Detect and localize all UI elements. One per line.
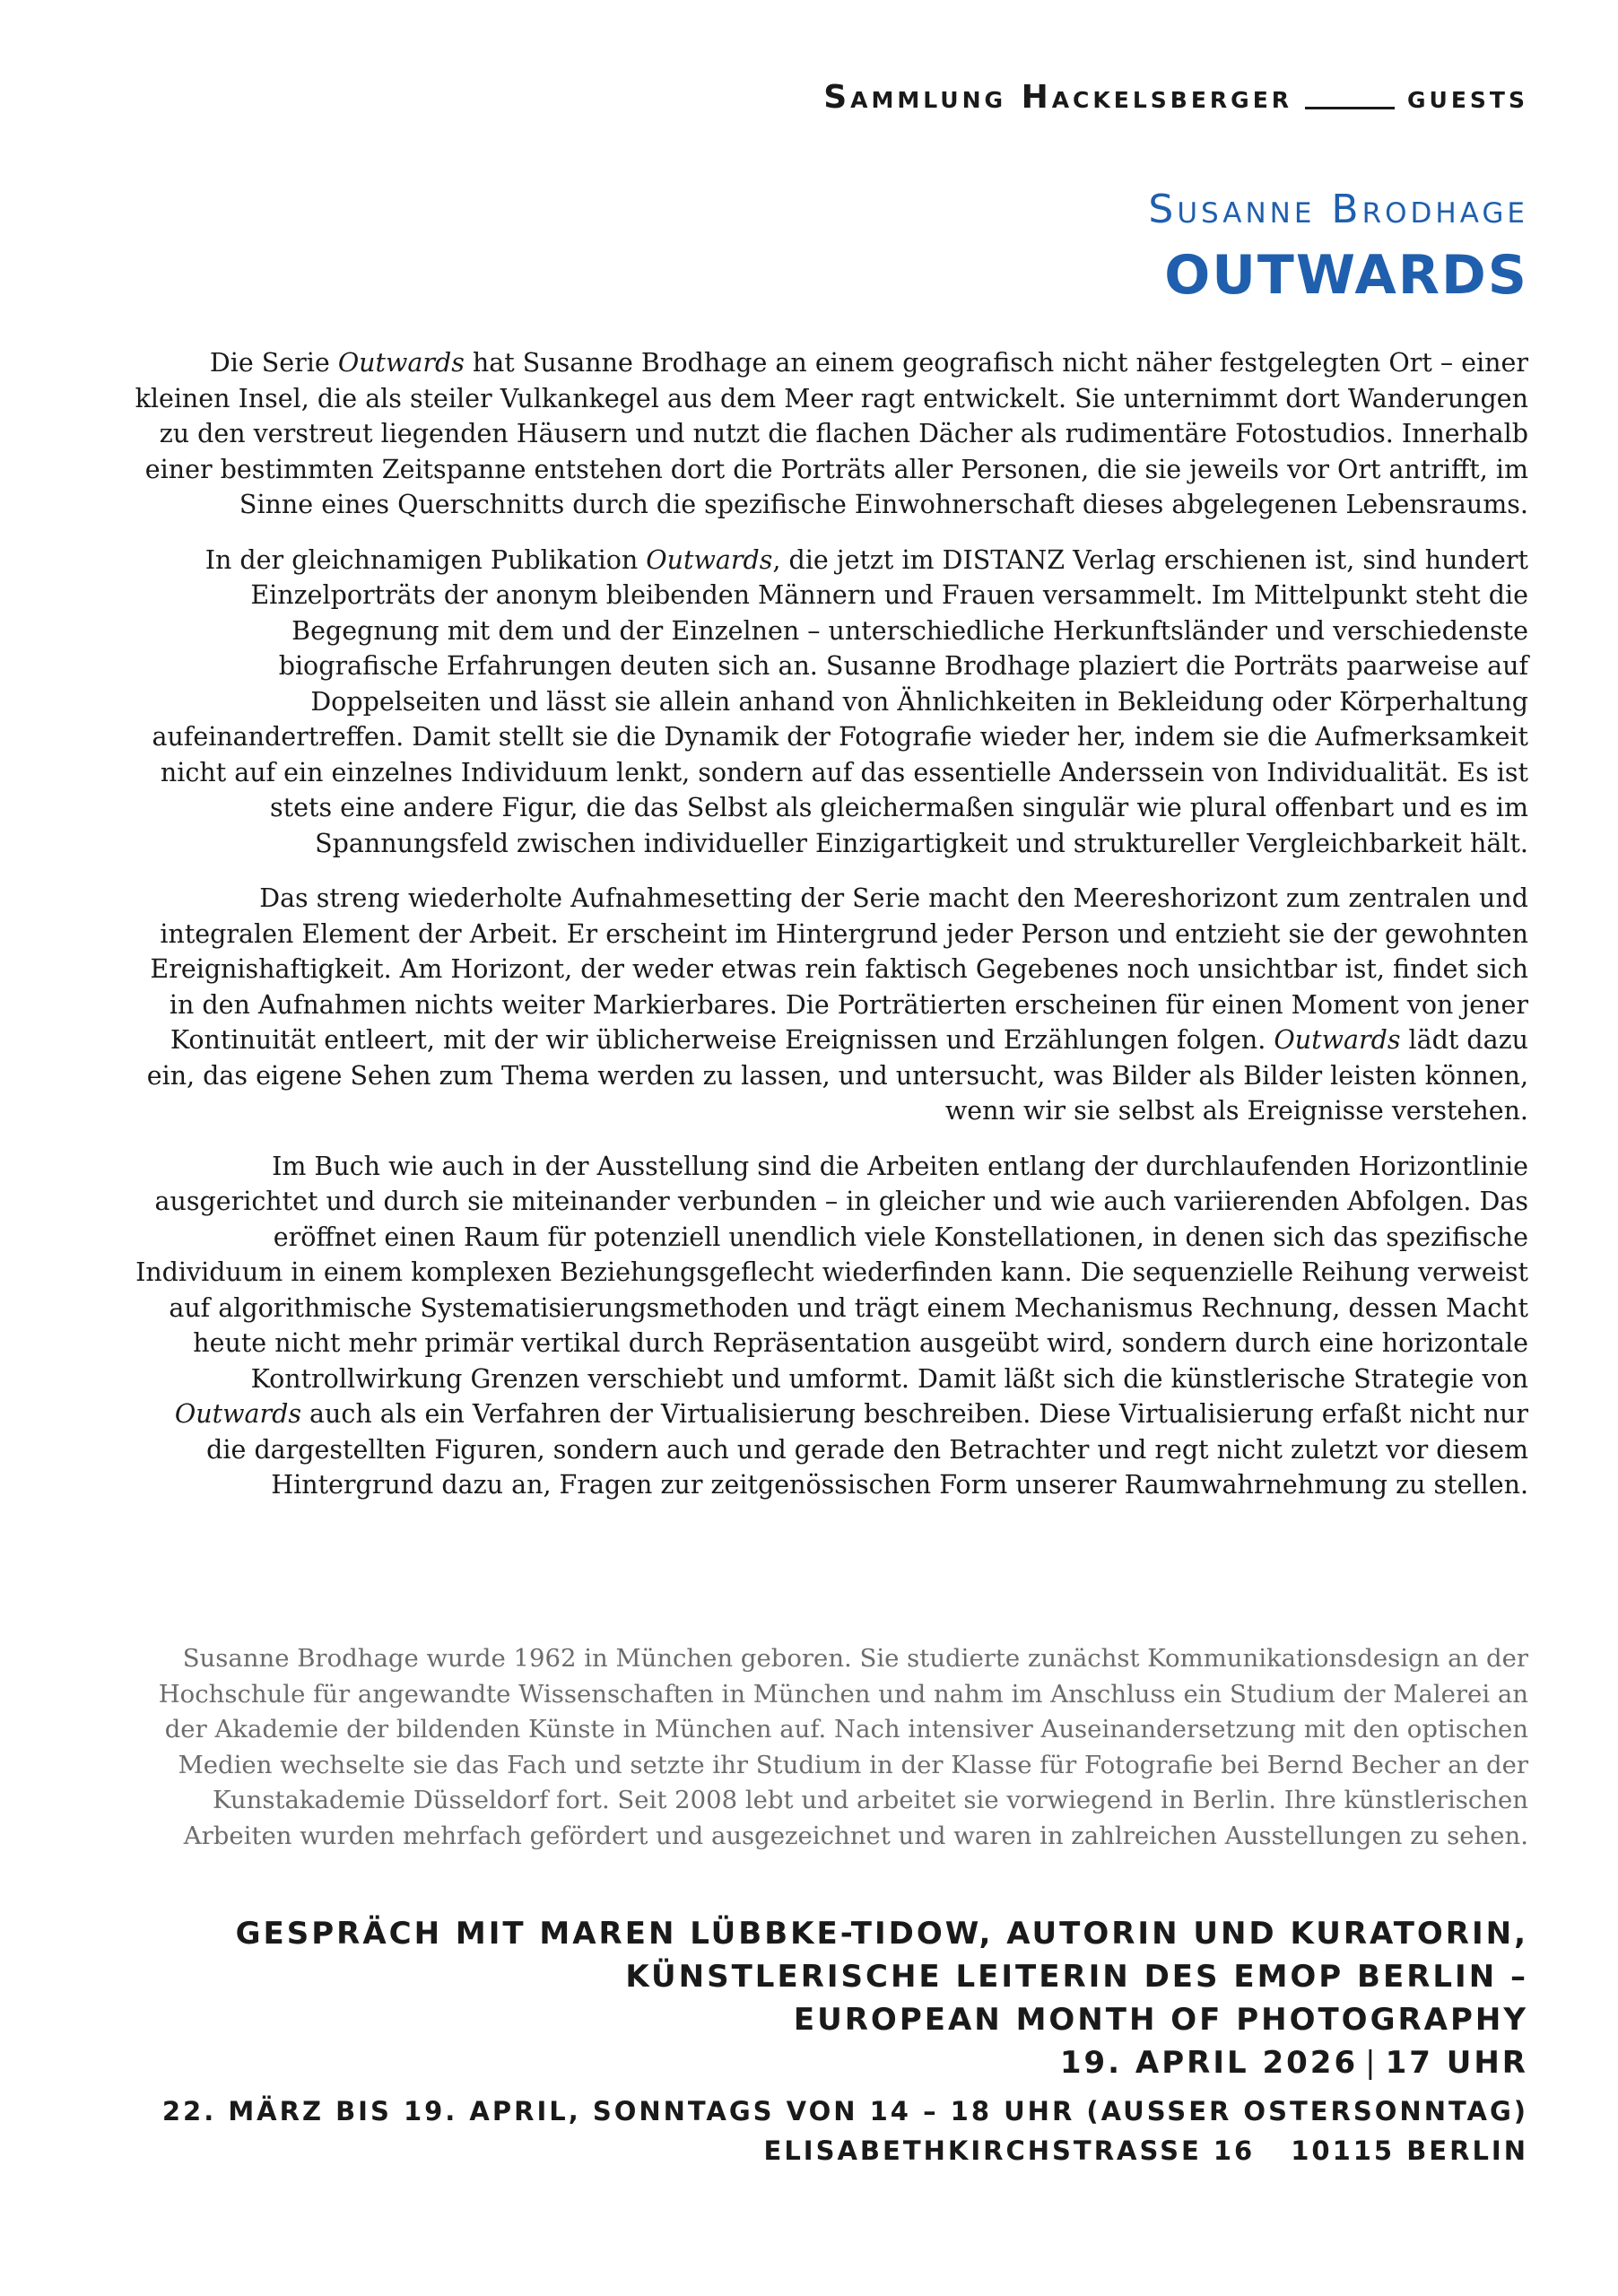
opening-hours: 22. MÄRZ BIS 19. APRIL, SONNTAGS VON 14 – 18 UHR (AUSSER OSTERSONNTAG) bbox=[161, 2096, 1528, 2126]
event-date: 19. APRIL 2026 bbox=[1059, 2045, 1359, 2081]
artist-bio: Susanne Brodhage wurde 1962 in München geboren. Sie studierte zunächst Kommunikationsdesign an der Hochschule für angewandte Wissenschaften in München und nahm im Anschluss ein Studium der Malerei an der Akademie der bildenden Künste in München auf. Nach intensiver Auseinandersetzung mit den optischen Medien wechselte sie das Fach und setzte ihr Studium in der Klasse für Fotografie bei Bernd Becher an der Kunstakademie Düsseldorf fort. Seit 2008 lebt und arbeitet sie vorwiegend in Berlin. Ihre künstlerischen Arbeiten wurden mehrfach gefördert und ausgezeichnet und waren in zahlreichen Ausstellungen zu sehen. bbox=[158, 1644, 1528, 1850]
paragraph-2: In der gleichnamigen Publikation Outwards, die jetzt im DISTANZ Verlag erschienen ist, sind hundert Einzelporträts der anonym bleibenden Männern und Frauen versammelt. Im Mittelpunkt steht die Begegnung mit dem und der Einzelnen – unterschiedliche Herkunftsländer und verschiedenste biografische Erfahrungen deuten sich an. Susanne Brodhage plaziert die Porträts paarweise auf Doppelseiten und lässt sie allein anhand von Ähnlichkeiten in Bekleidung oder Körperhaltung aufeinandertreffen. Damit stellt sie die Dynamik der Fotografie wieder her, indem sie die Aufmerksamkeit nicht auf ein einzelnes Individuum lenkt, sondern auf das essentielle Anderssein von Individualität. Es ist stets eine andere Figur, die das Selbst als gleichermaßen singulär wie plural offenbart und es im Spannungsfeld zwischen individueller Einzigartigkeit und struktureller Vergleichbarkeit hält. bbox=[152, 544, 1528, 858]
separator: | bbox=[1365, 2045, 1379, 2081]
italic-title: Outwards bbox=[174, 1399, 301, 1429]
paragraph-3: Das streng wiederholte Aufnahmesetting der Serie macht den Meereshorizont zum zentralen und integralen Element der Arbeit. Er erscheint im Hintergrund jeder Person und entzieht sie der gewohnten Ereignishaftigkeit. Am Horizont, der weder etwas rein faktisch Gegebenes noch unsichtbar ist, findet sich in den Aufnahmen nichts weiter Markierbares. Die Porträtierten erscheinen für einen Moment von jener Kontinuität entleert, mit der wir üblicherweise Ereignissen und Erzählungen folgen. Outwards lädt dazu ein, das eigene Sehen zum Thema werden zu lassen, und untersucht, was Bilder als Bilder leisten können, wenn wir sie selbst als Ereignisse verstehen. bbox=[146, 883, 1528, 1126]
event-line-1: GESPRÄCH MIT MAREN LÜBBKE-TIDOW, AUTORIN UND KURATORIN, bbox=[235, 1916, 1528, 1952]
address bbox=[162, 2131, 1528, 2170]
italic-title: Outwards bbox=[646, 544, 773, 575]
event-info bbox=[236, 1912, 1528, 2084]
footer bbox=[162, 2092, 1528, 2170]
event-time: 17 UHR bbox=[1385, 2045, 1528, 2081]
city: 10115 BERLIN bbox=[1291, 2135, 1528, 2166]
street: ELISABETHKIRCHSTRASSE 16 bbox=[763, 2135, 1256, 2166]
header bbox=[823, 79, 1528, 116]
paragraph-1: Die Serie Outwards hat Susanne Brodhage an einem geografisch nicht näher festgelegten Ort – einer kleinen Insel, die als steiler Vulkankegel aus dem Meer ragt entwickelt. Sie unternimmt dort Wanderungen zu den verstreut liegenden Häusern und nutzt die flachen Dächer als rudimentäre Fotostudios. Innerhalb einer bestimmten Zeitspanne entstehen dort die Porträts aller Personen, die sie jeweils vor Ort antrifft, im Sinne eines Querschnitts durch die spezifische Einwohnerschaft dieses abgelegenen Lebensraums. bbox=[135, 348, 1528, 519]
event-line-2: KÜNSTLERISCHE LEITERIN DES EMOP BERLIN – bbox=[625, 1959, 1528, 1995]
main-text bbox=[135, 345, 1528, 1523]
italic-title: Outwards bbox=[1274, 1025, 1401, 1055]
artist-name: Susanne Brodhage bbox=[1148, 187, 1528, 232]
collection-name: Sammlung Hackelsberger bbox=[823, 79, 1293, 116]
guests-label: guests bbox=[1407, 79, 1528, 116]
event-line-3: EUROPEAN MONTH OF PHOTOGRAPHY bbox=[793, 2002, 1528, 2038]
event-datetime bbox=[236, 2041, 1528, 2084]
header-rule bbox=[1305, 107, 1395, 109]
italic-title: Outwards bbox=[337, 348, 465, 378]
exhibition-title: OUTWARDS bbox=[1164, 244, 1528, 307]
paragraph-4: Im Buch wie auch in der Ausstellung sind die Arbeiten entlang der durchlaufenden Horizontlinie ausgerichtet und durch sie miteinander verbunden – in gleicher und wie auch variierenden Abfolgen. Das eröffnet einen Raum für potenziell unendlich viele Konstellationen, in denen sich das spezifische Individuum in einem komplexen Beziehungsgeflecht wiederfinden kann. Die sequenzielle Reihung verweist auf algorithmische Systematisierungsmethoden und trägt einem Mechanismus Rechnung, dessen Macht heute nicht mehr primär vertikal durch Repräsentation ausgeübt wird, sondern durch eine horizontale Kontrollwirkung Grenzen verschiebt und umformt. Damit läßt sich die künstlerische Strategie von Outwards auch als ein Verfahren der Virtualisierung beschreiben. Diese Virtualisierung erfaßt nicht nur die dargestellten Figuren, sondern auch und gerade den Betrachter und regt nicht zuletzt vor diesem Hintergrund dazu an, Fragen zur zeitgenössischen Form unserer Raumwahrnehmung zu stellen. bbox=[135, 1151, 1528, 1500]
